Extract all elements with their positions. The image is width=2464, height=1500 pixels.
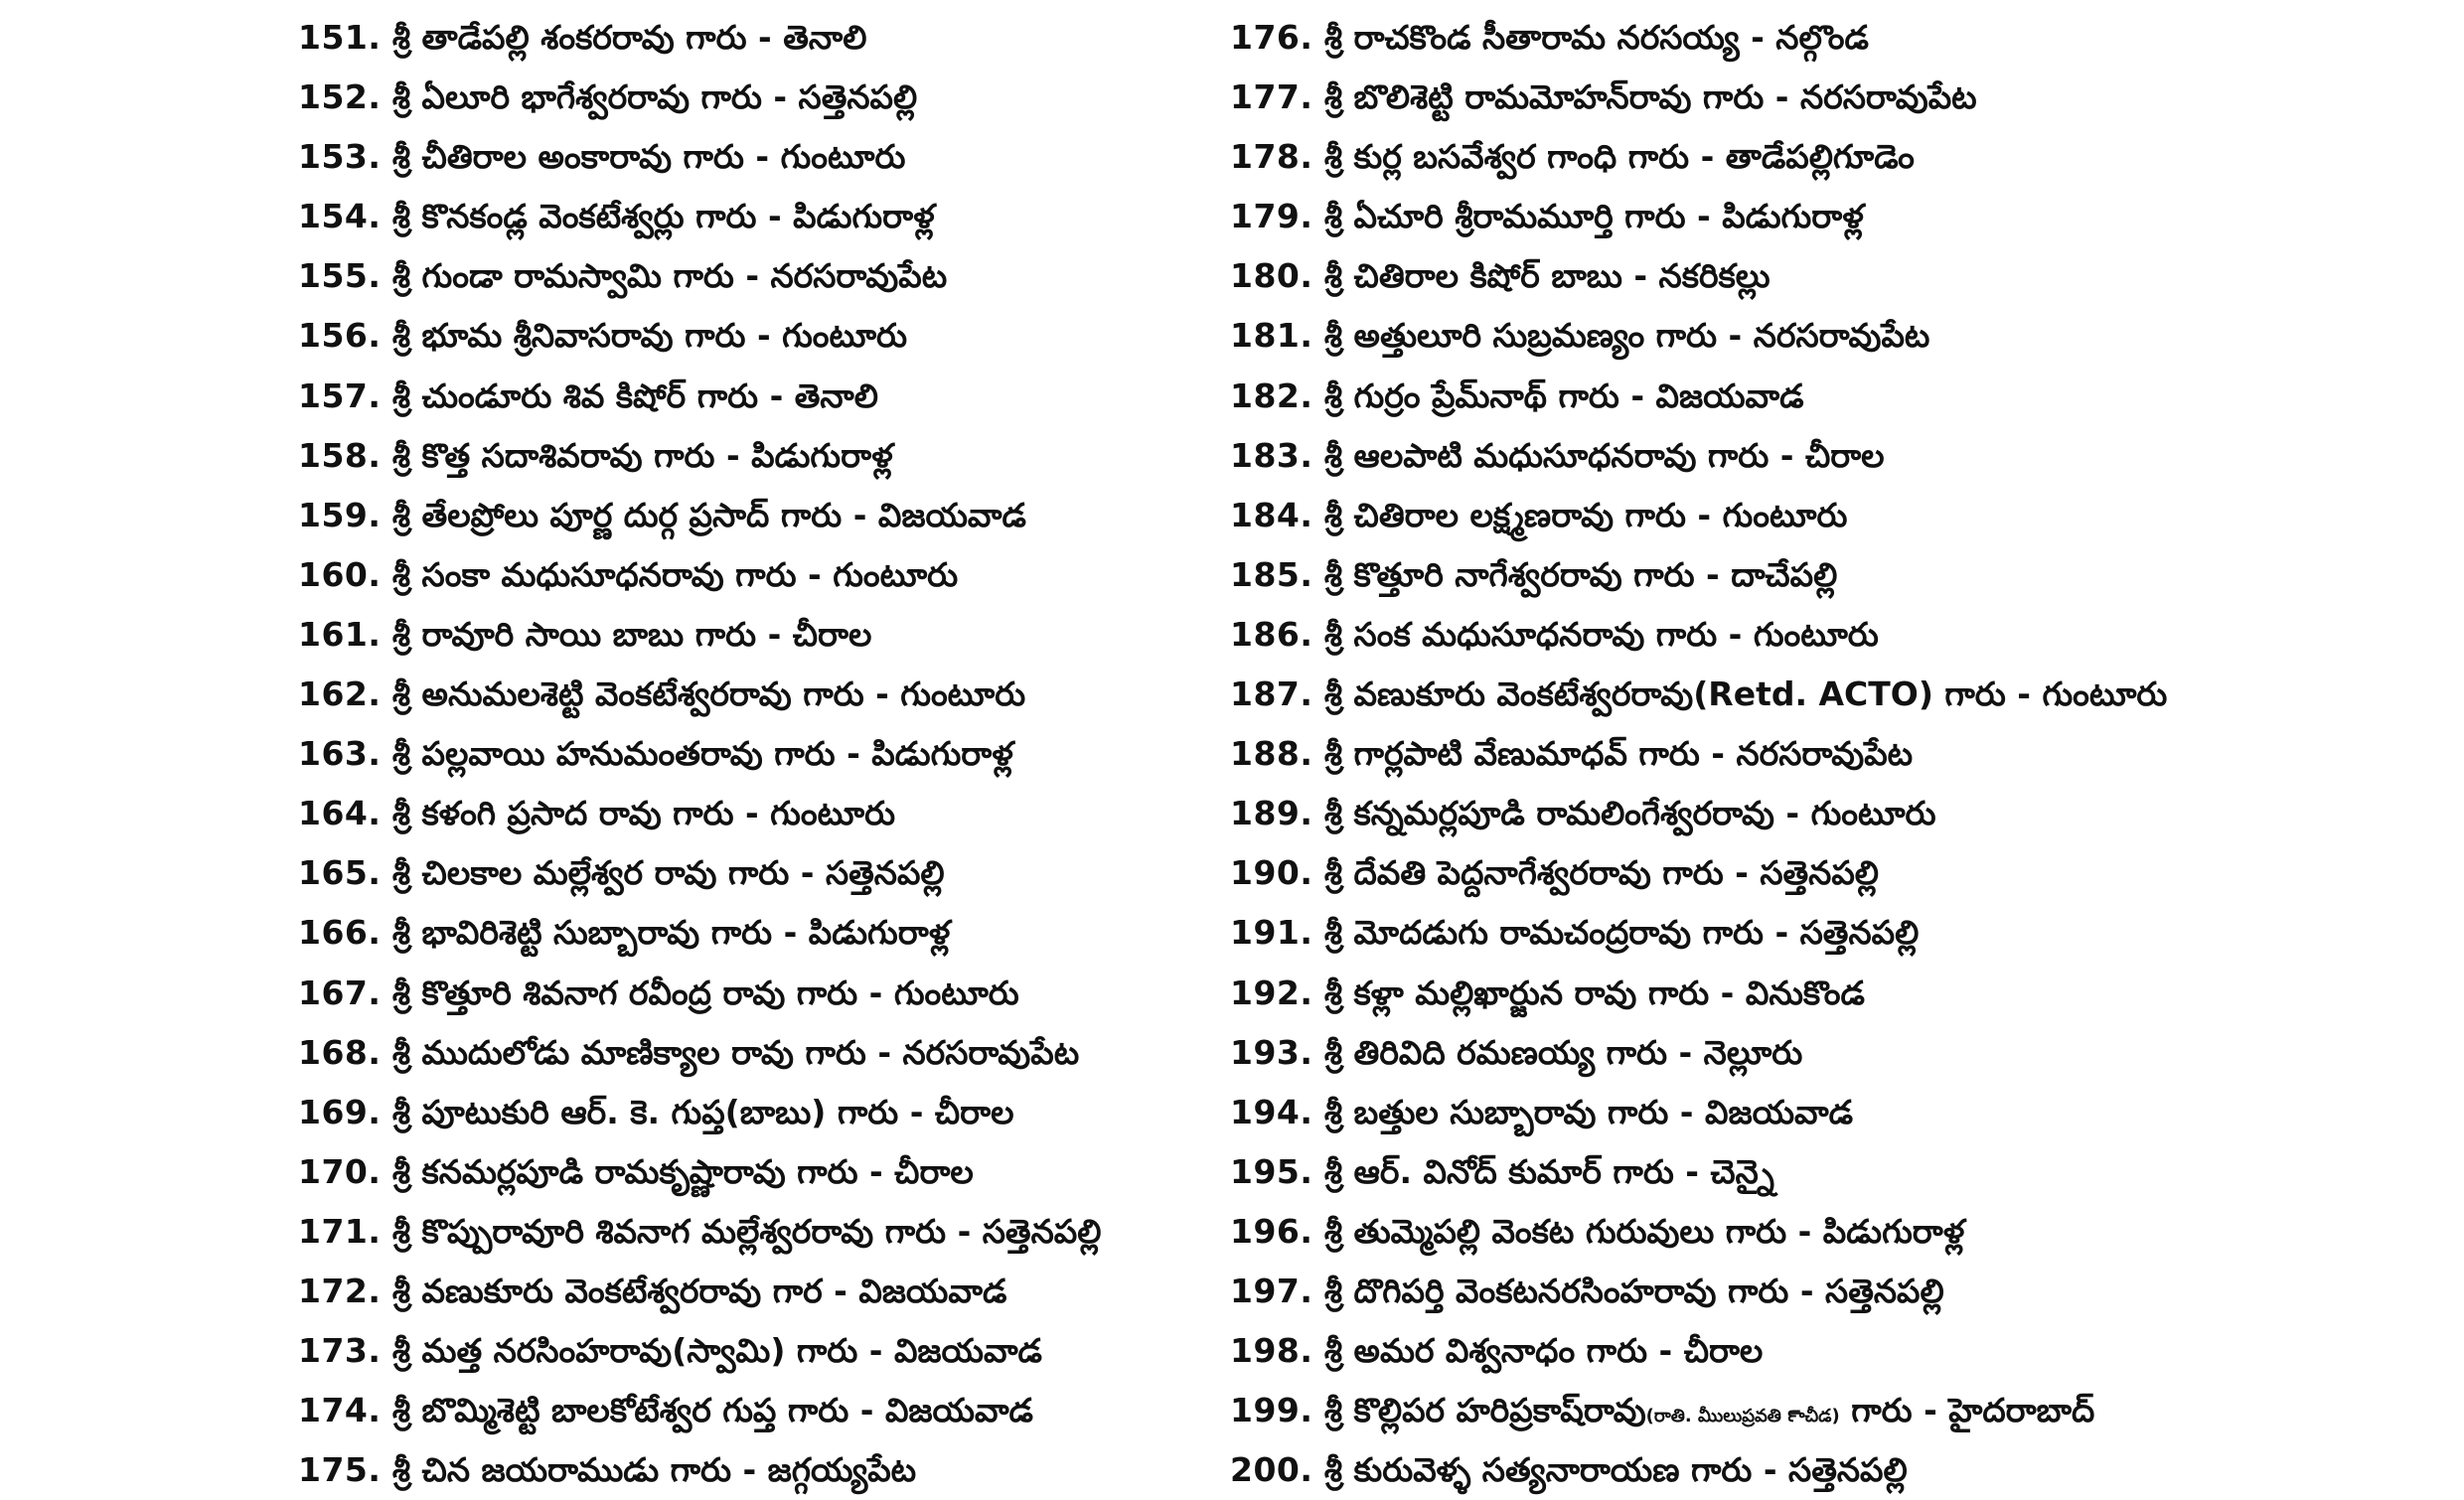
entry-text: శ్రీ తాడేపల్లి శంకరరావు గారు - తెనాలి (391, 18, 867, 57)
entry-number: 177. (1230, 77, 1313, 117)
entry-text: శ్రీ చితిరాల కిషోర్ బాబు - నకరికల్లు (1323, 256, 1771, 296)
entry-number: 196. (1230, 1211, 1313, 1251)
entry-text: శ్రీ దేవతి పెద్దనాగేశ్వరరావు గారు - సత్తెనపల్లి (1323, 853, 1879, 893)
entry-number: 186. (1230, 614, 1313, 654)
entry-number: 153. (298, 137, 382, 177)
entry-text: శ్రీ భావిరిశెట్టి సుబ్బారావు గారు - పిడుగురాళ్ల (391, 913, 951, 953)
entry-text: శ్రీ కనమర్లపూడి రామకృష్ణారావు గారు - చీరాల (391, 1151, 974, 1191)
list-item (1230, 8, 2442, 68)
entry-text: శ్రీ అనుమలశెట్టి వెంకటేశ్వరరావు గారు - గుంటూరు (391, 675, 1026, 714)
entry-text: శ్రీ మోదడుగు రామచంద్రరావు గారు - సత్తెనపల్లి (1323, 913, 1920, 953)
entry-number: 167. (298, 973, 382, 1012)
entry-text: శ్రీ తిరివిది రమణయ్య గారు - నెల్లూరు (1323, 1032, 1803, 1072)
list-item (298, 1321, 1192, 1381)
list-item (1230, 1262, 2442, 1321)
entry-number: 193. (1230, 1032, 1313, 1072)
list-item (1230, 1083, 2442, 1142)
entry-text: శ్రీ అమర విశ్వనాధం గారు - చీరాల (1323, 1331, 1764, 1371)
list-item (298, 8, 1192, 68)
entry-number: 171. (298, 1211, 382, 1251)
entry-text: శ్రీ వణుకూరు వెంకటేశ్వరరావు(Retd. ACTO) గారు - గుంటూరు (1323, 675, 2168, 714)
entry-number: 200. (1230, 1450, 1313, 1490)
list-item (1230, 306, 2442, 366)
entry-text: శ్రీ బత్తుల సుబ్బారావు గారు - విజయవాడ (1323, 1092, 1854, 1131)
entry-number: 190. (1230, 853, 1313, 893)
list-item (1230, 724, 2442, 784)
list-item (1230, 1023, 2442, 1083)
entry-number: 166. (298, 913, 382, 953)
entry-number: 199. (1230, 1391, 1313, 1430)
entry-number: 192. (1230, 973, 1313, 1012)
entry-text: శ్రీ ఏచూరి శ్రీరామమూర్తి గారు - పిడుగురాళ్ల (1323, 197, 1864, 236)
entry-text: శ్రీ వణుకూరు వెంకటేశ్వరరావు గార - విజయవాడ (391, 1271, 1007, 1310)
entry-text: శ్రీ పల్లవాయి హనుమంతరావు గారు - పిడుగురాళ్ల (391, 734, 1013, 774)
list-item (298, 1023, 1192, 1083)
entry-number: 180. (1230, 256, 1313, 296)
entry-number: 189. (1230, 794, 1313, 833)
list-item (298, 843, 1192, 903)
list-item (298, 246, 1192, 306)
list-item (298, 367, 1192, 426)
entry-text: శ్రీ బొలిశెట్టి రామమోహన్‌రావు గారు - నరసరావుపేట (1323, 77, 1977, 117)
entry-number: 170. (298, 1151, 382, 1191)
entry-text: శ్రీ కొత్తూరి నాగేశ్వరరావు గారు - దాచేపల్లి (1323, 554, 1838, 594)
entry-number: 176. (1230, 18, 1313, 57)
list-item (298, 1083, 1192, 1142)
entry-text: శ్రీ కొల్లిపర హరిప్రకాష్‌రావు (1323, 1391, 1646, 1430)
list-item (298, 426, 1192, 486)
entry-text: శ్రీ మత్త నరసింహరావు(స్వామి) గారు - విజయవాడ (391, 1331, 1042, 1371)
list-item (298, 903, 1192, 963)
entry-number: 187. (1230, 675, 1313, 714)
entry-text: శ్రీ చిలకాల మల్లేశ్వర రావు గారు - సత్తెనపల్లి (391, 853, 945, 893)
entry-text: శ్రీ ఏలూరి భాగేశ్వరరావు గారు - సత్తెనపల్లి (391, 77, 918, 117)
entry-number: 168. (298, 1032, 382, 1072)
list-item (1230, 127, 2442, 187)
entry-number: 182. (1230, 375, 1313, 415)
entry-number: 152. (298, 77, 382, 117)
list-item (1230, 1321, 2442, 1381)
entry-text: శ్రీ కళ్లా మల్లిఖార్జున రావు గారు - వినుకొండ (1323, 973, 1865, 1012)
list-item (298, 187, 1192, 246)
entry-number: 156. (298, 316, 382, 356)
entry-text: శ్రీ భూమ శ్రీనివాసరావు గారు - గుంటూరు (391, 316, 908, 356)
entry-text: శ్రీ చిన జయరాముడు గారు - జగ్గయ్యపేట (391, 1450, 917, 1490)
entry-number: 185. (1230, 554, 1313, 594)
list-item (1230, 187, 2442, 246)
entry-text: శ్రీ అత్తులూరి సుబ్రమణ్యం గారు - నరసరావుపేట (1323, 316, 1930, 356)
entry-text: శ్రీ దొగిపర్తి వెంకటనరసింహరావు గారు - సత్తెనపల్లి (1323, 1271, 1944, 1310)
list-item (1230, 545, 2442, 605)
entry-text: శ్రీ సంకా మధుసూధనరావు గారు - గుంటూరు (391, 554, 959, 594)
entry-text: శ్రీ కళంగి ప్రసాద రావు గారు - గుంటూరు (391, 794, 896, 833)
list-item (1230, 605, 2442, 665)
list-item (1230, 367, 2442, 426)
list-item (298, 1142, 1192, 1202)
list-item (1230, 1381, 2442, 1440)
list-item (298, 724, 1192, 784)
entry-number: 159. (298, 495, 382, 534)
entry-number: 162. (298, 675, 382, 714)
entry-text: శ్రీ చుండూరు శివ కిషోర్ గారు - తెనాలి (391, 375, 878, 415)
entry-text: శ్రీ ఆర్. వినోద్ కుమార్ గారు - చెన్నై (1323, 1151, 1774, 1191)
entry-number: 154. (298, 197, 382, 236)
entry-number: 165. (298, 853, 382, 893)
entry-text: శ్రీ గుండా రామస్వామి గారు - నరసరావుపేట (391, 256, 948, 296)
entry-number: 183. (1230, 435, 1313, 475)
entry-number: 178. (1230, 137, 1313, 177)
list-item (298, 127, 1192, 187)
entry-text: శ్రీ చితిరాల లక్ష్మణరావు గారు - గుంటూరు (1323, 495, 1848, 534)
list-item (298, 605, 1192, 665)
entry-text: శ్రీ ఆలపాటి మధుసూధనరావు గారు - చీరాల (1323, 435, 1885, 475)
list-item (1230, 486, 2442, 545)
entry-number: 198. (1230, 1331, 1313, 1371)
entry-text: శ్రీ గుర్రం ప్రేమ్‌నాథ్ గారు - విజయవాడ (1323, 375, 1804, 415)
entry-number: 188. (1230, 734, 1313, 774)
entry-text: శ్రీ బొమ్మిశెట్టి బాలకోటేశ్వర గుప్త గారు - విజయవాడ (391, 1391, 1033, 1430)
entry-number: 173. (298, 1331, 382, 1371)
entry-text: శ్రీ పూటుకురి ఆర్. కె. గుప్త(బాబు) గారు - చీరాల (391, 1092, 1014, 1131)
list-item (1230, 426, 2442, 486)
entry-number: 195. (1230, 1151, 1313, 1191)
list-item (1230, 903, 2442, 963)
list-item (1230, 843, 2442, 903)
list-item (298, 545, 1192, 605)
entry-text: శ్రీ కురువెళ్ళ సత్యనారాయణ గారు - సత్తెనపల్లి (1323, 1450, 1908, 1490)
entry-text: శ్రీ తేలప్రోలు పూర్ణ దుర్గ ప్రసాద్ గారు - విజయవాడ (391, 495, 1026, 534)
entry-text: శ్రీ కన్నమర్లపూడి రామలింగేశ్వరరావు - గుంటూరు (1323, 794, 1936, 833)
list-item (1230, 1202, 2442, 1262)
entry-number: 163. (298, 734, 382, 774)
right-column-list (1230, 8, 2442, 1500)
entry-number: 181. (1230, 316, 1313, 356)
entry-number: 194. (1230, 1092, 1313, 1131)
list-item (298, 964, 1192, 1023)
list-item (298, 1262, 1192, 1321)
entry-number: 155. (298, 256, 382, 296)
list-item (1230, 665, 2442, 724)
entry-text: శ్రీ సంక మధుసూధనరావు గారు - గుంటూరు (1323, 614, 1879, 654)
list-item (298, 665, 1192, 724)
list-item (1230, 68, 2442, 127)
list-item (1230, 1440, 2442, 1500)
list-item (298, 1202, 1192, 1262)
list-item (1230, 246, 2442, 306)
entry-number: 151. (298, 18, 382, 57)
list-item (298, 68, 1192, 127)
left-column-list (298, 8, 1192, 1500)
entry-text-after: గారు - హైదరాబాద్ (1839, 1391, 2095, 1430)
list-item (298, 306, 1192, 366)
entry-number: 172. (298, 1271, 382, 1310)
entry-number: 175. (298, 1450, 382, 1490)
entry-text: శ్రీ తుమ్మెపల్లి వెంకట గురువులు గారు - పిడుగురాళ్ల (1323, 1211, 1965, 1251)
list-item (1230, 784, 2442, 843)
entry-number: 179. (1230, 197, 1313, 236)
entry-text: శ్రీ చీతిరాల అంకారావు గారు - గుంటూరు (391, 137, 906, 177)
entry-text: శ్రీ కొప్పురావూరి శివనాగ మల్లేశ్వరరావు గారు - సత్తెనపల్లి (391, 1211, 1102, 1251)
entry-number: 161. (298, 614, 382, 654)
list-item (298, 784, 1192, 843)
list-item (1230, 964, 2442, 1023)
entry-number: 197. (1230, 1271, 1313, 1310)
entry-number: 184. (1230, 495, 1313, 534)
entry-number: 157. (298, 375, 382, 415)
entry-number: 169. (298, 1092, 382, 1131)
list-item (1230, 1142, 2442, 1202)
list-item (298, 1440, 1192, 1500)
entry-number: 164. (298, 794, 382, 833)
entry-number: 160. (298, 554, 382, 594)
entry-text: శ్రీ ముదులోడు మాణిక్యాల రావు గారు - నరసరావుపేట (391, 1032, 1080, 1072)
entry-text: శ్రీ గార్లపాటి వేణుమాధవ్ గారు - నరసరావుపేట (1323, 734, 1914, 774)
entry-note: (రాతి. మీులుప్రవతి ౯ాచీడ) (1645, 1406, 1840, 1427)
entry-text: శ్రీ రావూరి సాయి బాబు గారు - చీరాల (391, 614, 872, 654)
entry-number: 158. (298, 435, 382, 475)
entry-number: 191. (1230, 913, 1313, 953)
entry-number: 174. (298, 1391, 382, 1430)
entry-text: శ్రీ కొత్త సదాశివరావు గారు - పిడుగురాళ్ల (391, 435, 893, 475)
entry-text: శ్రీ కుర్ల బసవేశ్వర గాంధి గారు - తాడేపల్లిగూడెం (1323, 137, 1915, 177)
list-item (298, 486, 1192, 545)
entry-text: శ్రీ రాచకొండ సీతారామ నరసయ్య - నల్గొండ (1323, 18, 1869, 57)
entry-text: శ్రీ కొత్తూరి శివనాగ రవీంద్ర రావు గారు - గుంటూరు (391, 973, 1019, 1012)
entry-text: శ్రీ కొనకండ్ల వెంకటేశ్వర్లు గారు - పిడుగురాళ్ల (391, 197, 935, 236)
list-item (298, 1381, 1192, 1440)
